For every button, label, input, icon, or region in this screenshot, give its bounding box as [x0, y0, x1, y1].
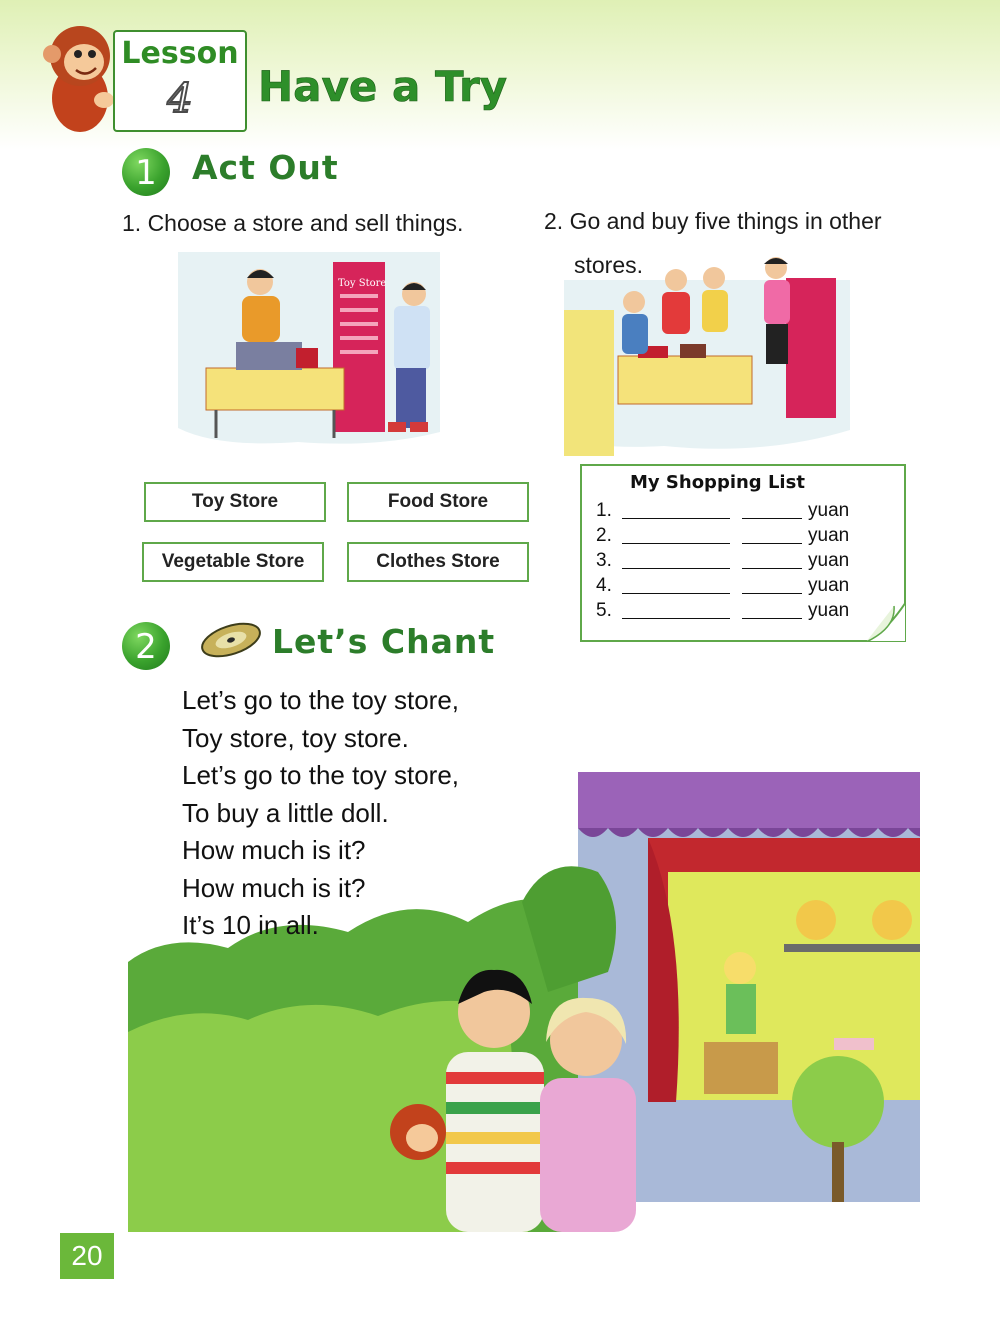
price-blank[interactable]: [742, 543, 802, 544]
chant-line: Toy store, toy store.: [182, 722, 409, 753]
row-unit: yuan: [808, 500, 850, 521]
store-option-clothes[interactable]: Clothes Store: [347, 542, 529, 582]
shopping-list-row: [596, 550, 896, 574]
row-unit: yuan: [808, 550, 850, 571]
shoppers-illustration: [564, 250, 850, 456]
row-number: 4.: [596, 575, 612, 596]
item-blank[interactable]: [622, 568, 730, 569]
shopping-list-row: [596, 575, 896, 599]
row-unit: yuan: [808, 575, 850, 596]
shopping-list-row: [596, 600, 896, 624]
chant-line: Let’s go to the toy store,: [182, 760, 460, 790]
section-number-badge: 1: [122, 148, 170, 196]
item-blank[interactable]: [622, 618, 730, 619]
chant-line: How much is it?: [182, 835, 366, 865]
shopping-list-title: My Shopping List: [630, 472, 805, 493]
lesson-number: 4: [167, 76, 193, 122]
toy-store-sign-text: Toy Store: [338, 278, 387, 289]
instruction-buy-things-cont: stores.: [574, 252, 644, 278]
store-option-food[interactable]: Food Store: [347, 482, 529, 522]
chant-line: To buy a little doll.: [182, 797, 389, 828]
toy-store-illustration: [178, 252, 440, 448]
instruction-buy-things: 2. Go and buy five things in other: [544, 208, 882, 234]
monkey-mascot-icon: [40, 18, 120, 133]
store-option-toy[interactable]: Toy Store: [144, 482, 326, 522]
item-blank[interactable]: [622, 593, 730, 594]
instruction-choose-store: 1. Choose a store and sell things.: [122, 210, 464, 236]
shopping-list-row: [596, 500, 896, 524]
store-option-vegetable[interactable]: Vegetable Store: [142, 542, 324, 582]
row-number: 2.: [596, 525, 612, 546]
page-number: 20: [60, 1233, 114, 1279]
price-blank[interactable]: [742, 518, 802, 519]
item-blank[interactable]: [622, 518, 730, 519]
page-curl-icon: [856, 602, 906, 642]
row-number: 3.: [596, 550, 612, 571]
shopping-list-row: [596, 525, 896, 549]
lesson-badge: [113, 30, 247, 132]
cd-icon[interactable]: [200, 622, 262, 658]
price-blank[interactable]: [742, 568, 802, 569]
item-blank[interactable]: [622, 543, 730, 544]
price-blank[interactable]: [742, 593, 802, 594]
row-unit: yuan: [808, 600, 850, 621]
row-number: 1.: [596, 500, 612, 521]
chant-text: [182, 682, 459, 945]
page-title: Have a Try: [258, 62, 508, 111]
chant-line: How much is it?: [182, 872, 366, 903]
chant-line: Let’s go to the toy store,: [182, 685, 460, 715]
lesson-label: Lesson: [121, 36, 239, 71]
section-number-badge: 2: [122, 622, 170, 670]
section-title-act-out: Act Out: [192, 148, 339, 187]
row-unit: yuan: [808, 525, 850, 546]
shopping-list-card: [580, 464, 906, 642]
chant-line: It’s 10 in all.: [182, 910, 319, 940]
price-blank[interactable]: [742, 618, 802, 619]
section-title-lets-chant: Let’s Chant: [272, 622, 496, 661]
row-number: 5.: [596, 600, 612, 621]
